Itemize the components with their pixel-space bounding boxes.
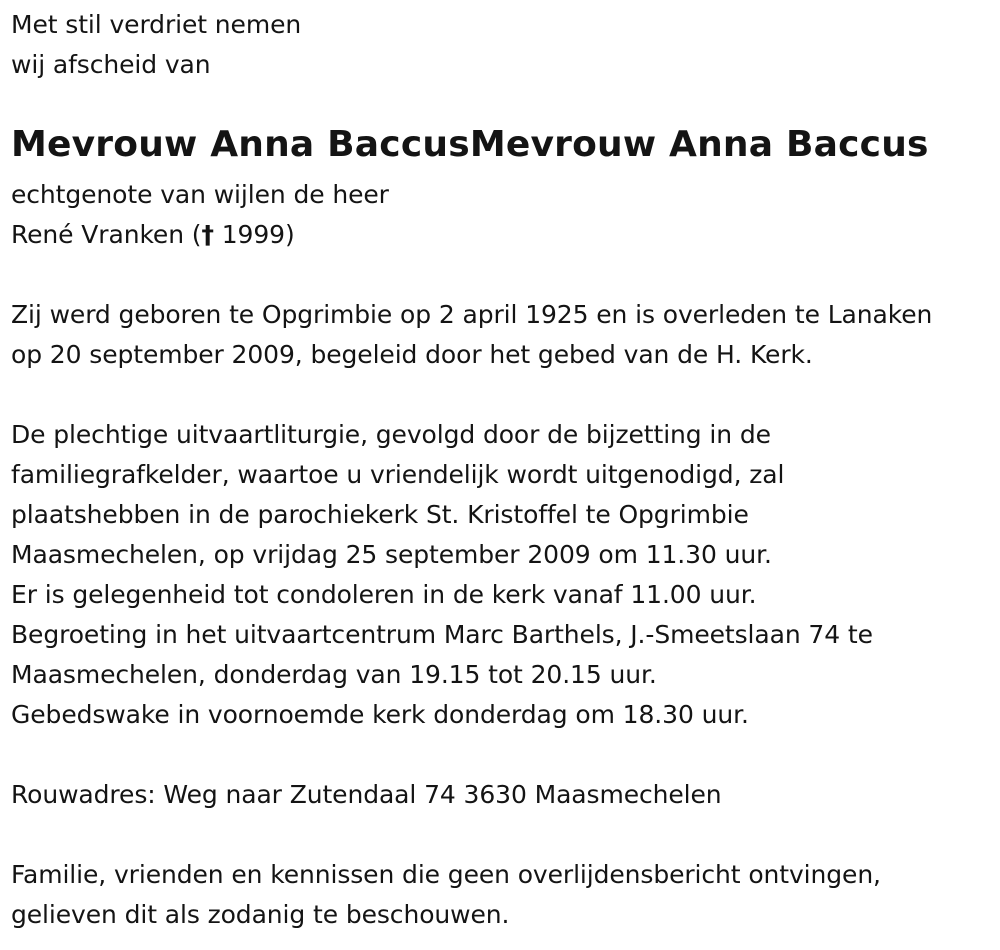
obituary-notice	[11, 5, 996, 935]
ceremony-line: familiegrafkelder, waartoe u vriendelijk wordt uitgenodigd, zal	[11, 460, 785, 489]
spacer	[11, 85, 996, 115]
cross-icon: †	[201, 220, 214, 249]
spouse-death-year: 1999)	[213, 220, 295, 249]
spouse-name: René Vranken (	[11, 220, 202, 249]
deceased-name: Mevrouw Anna BaccusMevrouw Anna Baccus	[11, 124, 929, 165]
spacer	[11, 735, 996, 775]
ceremony-line: Er is gelegenheid tot condoleren in de kerk vanaf 11.00 uur.	[11, 580, 757, 609]
relation-line: echtgenote van wijlen de heer	[11, 180, 389, 209]
ceremony-line: Begroeting in het uitvaartcentrum Marc Barthels, J.-Smeetslaan 74 te	[11, 620, 873, 649]
mourning-address: Rouwadres: Weg naar Zutendaal 74 3630 Maasmechelen	[11, 780, 722, 809]
spouse-line	[11, 215, 996, 255]
birth-death-line-1: Zij werd geboren te Opgrimbie op 2 april 1925 en is overleden te Lanaken	[11, 300, 933, 329]
ceremony-line: Maasmechelen, donderdag van 19.15 tot 20.15 uur.	[11, 660, 657, 689]
spacer	[11, 375, 996, 415]
spacer	[11, 255, 996, 295]
spacer	[11, 815, 996, 855]
intro-line-2: wij afscheid van	[11, 50, 211, 79]
closing-line-2: gelieven dit als zodanig te beschouwen.	[11, 900, 510, 929]
ceremony-line: Maasmechelen, op vrijdag 25 september 2009 om 11.30 uur.	[11, 540, 772, 569]
ceremony-line: Gebedswake in voornoemde kerk donderdag om 18.30 uur.	[11, 700, 749, 729]
closing-line-1: Familie, vrienden en kennissen die geen overlijdensbericht ontvingen,	[11, 860, 881, 889]
ceremony-line: plaatshebben in de parochiekerk St. Kristoffel te Opgrimbie	[11, 500, 749, 529]
intro-line-1: Met stil verdriet nemen	[11, 10, 302, 39]
birth-death-line-2: op 20 september 2009, begeleid door het gebed van de H. Kerk.	[11, 340, 813, 369]
ceremony-line: De plechtige uitvaartliturgie, gevolgd door de bijzetting in de	[11, 420, 771, 449]
